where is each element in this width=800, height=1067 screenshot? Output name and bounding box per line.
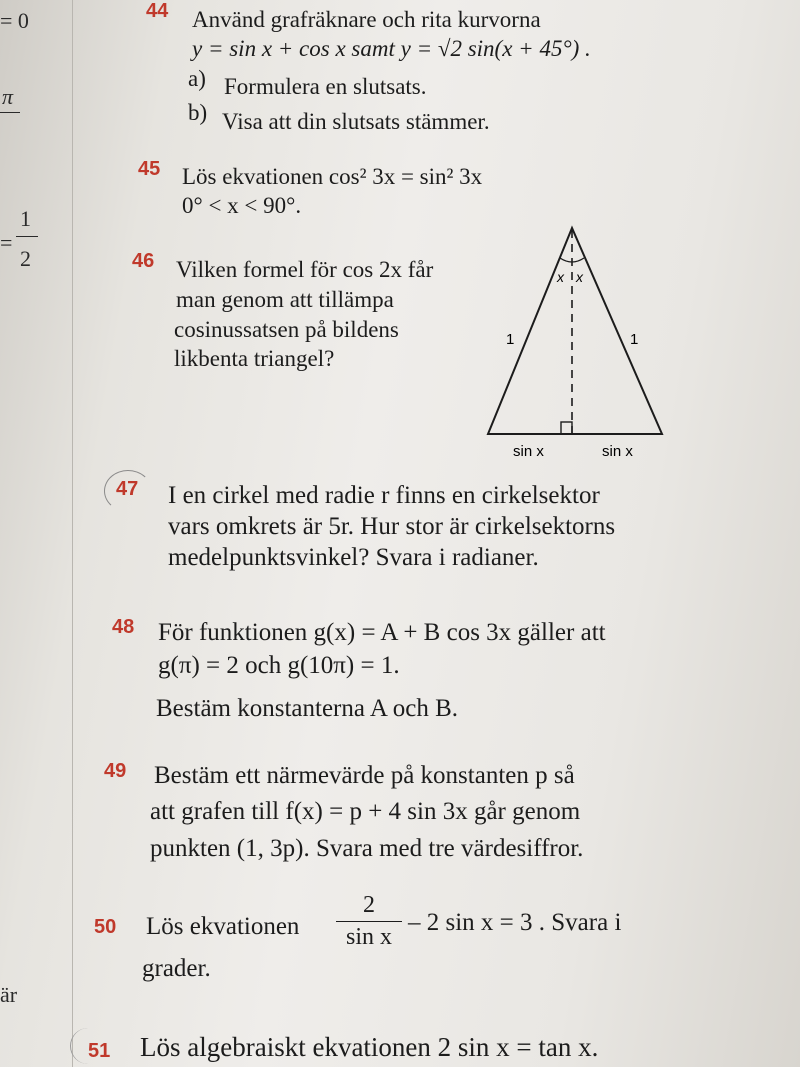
p44-a-text: Formulera en slutsats.: [224, 74, 427, 99]
p49-line3: punkten (1, 3p). Svara med tre värdesiffror.: [150, 835, 584, 862]
p50-fraction-bar: [336, 921, 402, 922]
left-fragment-bar: [0, 112, 20, 113]
p50-fraction: [336, 892, 402, 951]
p50-fraction-denominator: sin x: [345, 924, 392, 950]
p50-text-before: Lös ekvationen: [146, 913, 300, 940]
angle-label-left: x: [557, 269, 564, 285]
p47-line3: medelpunktsvinkel? Svara i radianer.: [168, 544, 539, 571]
angle-label-right: x: [576, 269, 583, 285]
problem-number-47: 47: [116, 478, 139, 500]
margin-line: [72, 0, 73, 1067]
problem-number-44: 44: [146, 0, 169, 22]
left-fragment-half-den: 2: [20, 246, 31, 271]
left-fragment-ar: är: [0, 982, 18, 1007]
left-fragment-half-bar: [16, 236, 38, 237]
p44-line2: y = sin x + cos x samt y = √2 sin(x + 45°) .: [192, 36, 591, 61]
left-fragment-eq0: = 0: [0, 8, 29, 33]
problem-number-48: 48: [112, 616, 135, 638]
left-fragment-eq: =: [0, 230, 13, 255]
problem-number-51: 51: [88, 1040, 111, 1062]
p46-line4: likbenta triangel?: [174, 346, 335, 371]
p50-fraction-numerator: 2: [363, 892, 375, 918]
p50-text-after: – 2 sin x = 3 . Svara i: [408, 909, 622, 936]
p48-line3: Bestäm konstanterna A och B.: [156, 695, 459, 722]
p44-b-text: Visa att din slutsats stämmer.: [222, 109, 490, 134]
base-label-left: sin x: [513, 443, 544, 460]
base-label-right: sin x: [602, 443, 633, 460]
left-fragment-half-num: 1: [20, 206, 31, 231]
p47-line2: vars omkrets är 5r. Hur stor är cirkelsektorns: [168, 513, 616, 540]
p45-line2: 0° < x < 90°.: [182, 193, 302, 218]
isosceles-triangle-figure: [470, 222, 680, 467]
p50-line2: grader.: [142, 955, 211, 982]
p46-line3: cosinussatsen på bildens: [174, 317, 399, 342]
p48-line2: g(π) = 2 och g(10π) = 1.: [158, 652, 400, 679]
right-angle-mark: [561, 422, 572, 434]
p44-b-label: b): [188, 100, 208, 125]
side-label-right: 1: [630, 331, 639, 348]
p46-line2: man genom att tillämpa: [176, 287, 394, 312]
p48-line1: För funktionen g(x) = A + B cos 3x gäller att: [158, 619, 606, 646]
problem-number-45: 45: [138, 158, 161, 180]
problem-number-46: 46: [132, 250, 155, 272]
side-label-left: 1: [506, 331, 515, 348]
problem-number-49: 49: [104, 760, 127, 782]
p46-line1: Vilken formel för cos 2x får: [176, 257, 434, 282]
p47-line1: I en cirkel med radie r finns en cirkelsektor: [168, 482, 600, 509]
p44-a-label: a): [188, 66, 206, 91]
p45-line1: Lös ekvationen cos² 3x = sin² 3x: [182, 164, 483, 189]
left-fragment-pi: π: [2, 84, 14, 109]
p44-line1: Använd grafräknare och rita kurvorna: [192, 7, 541, 32]
problem-number-50: 50: [94, 916, 117, 938]
p49-line1: Bestäm ett närmevärde på konstanten p så: [154, 762, 575, 789]
p49-line2: att grafen till f(x) = p + 4 sin 3x går genom: [150, 798, 581, 825]
p51-line1: Lös algebraiskt ekvationen 2 sin x = tan x.: [140, 1032, 599, 1062]
